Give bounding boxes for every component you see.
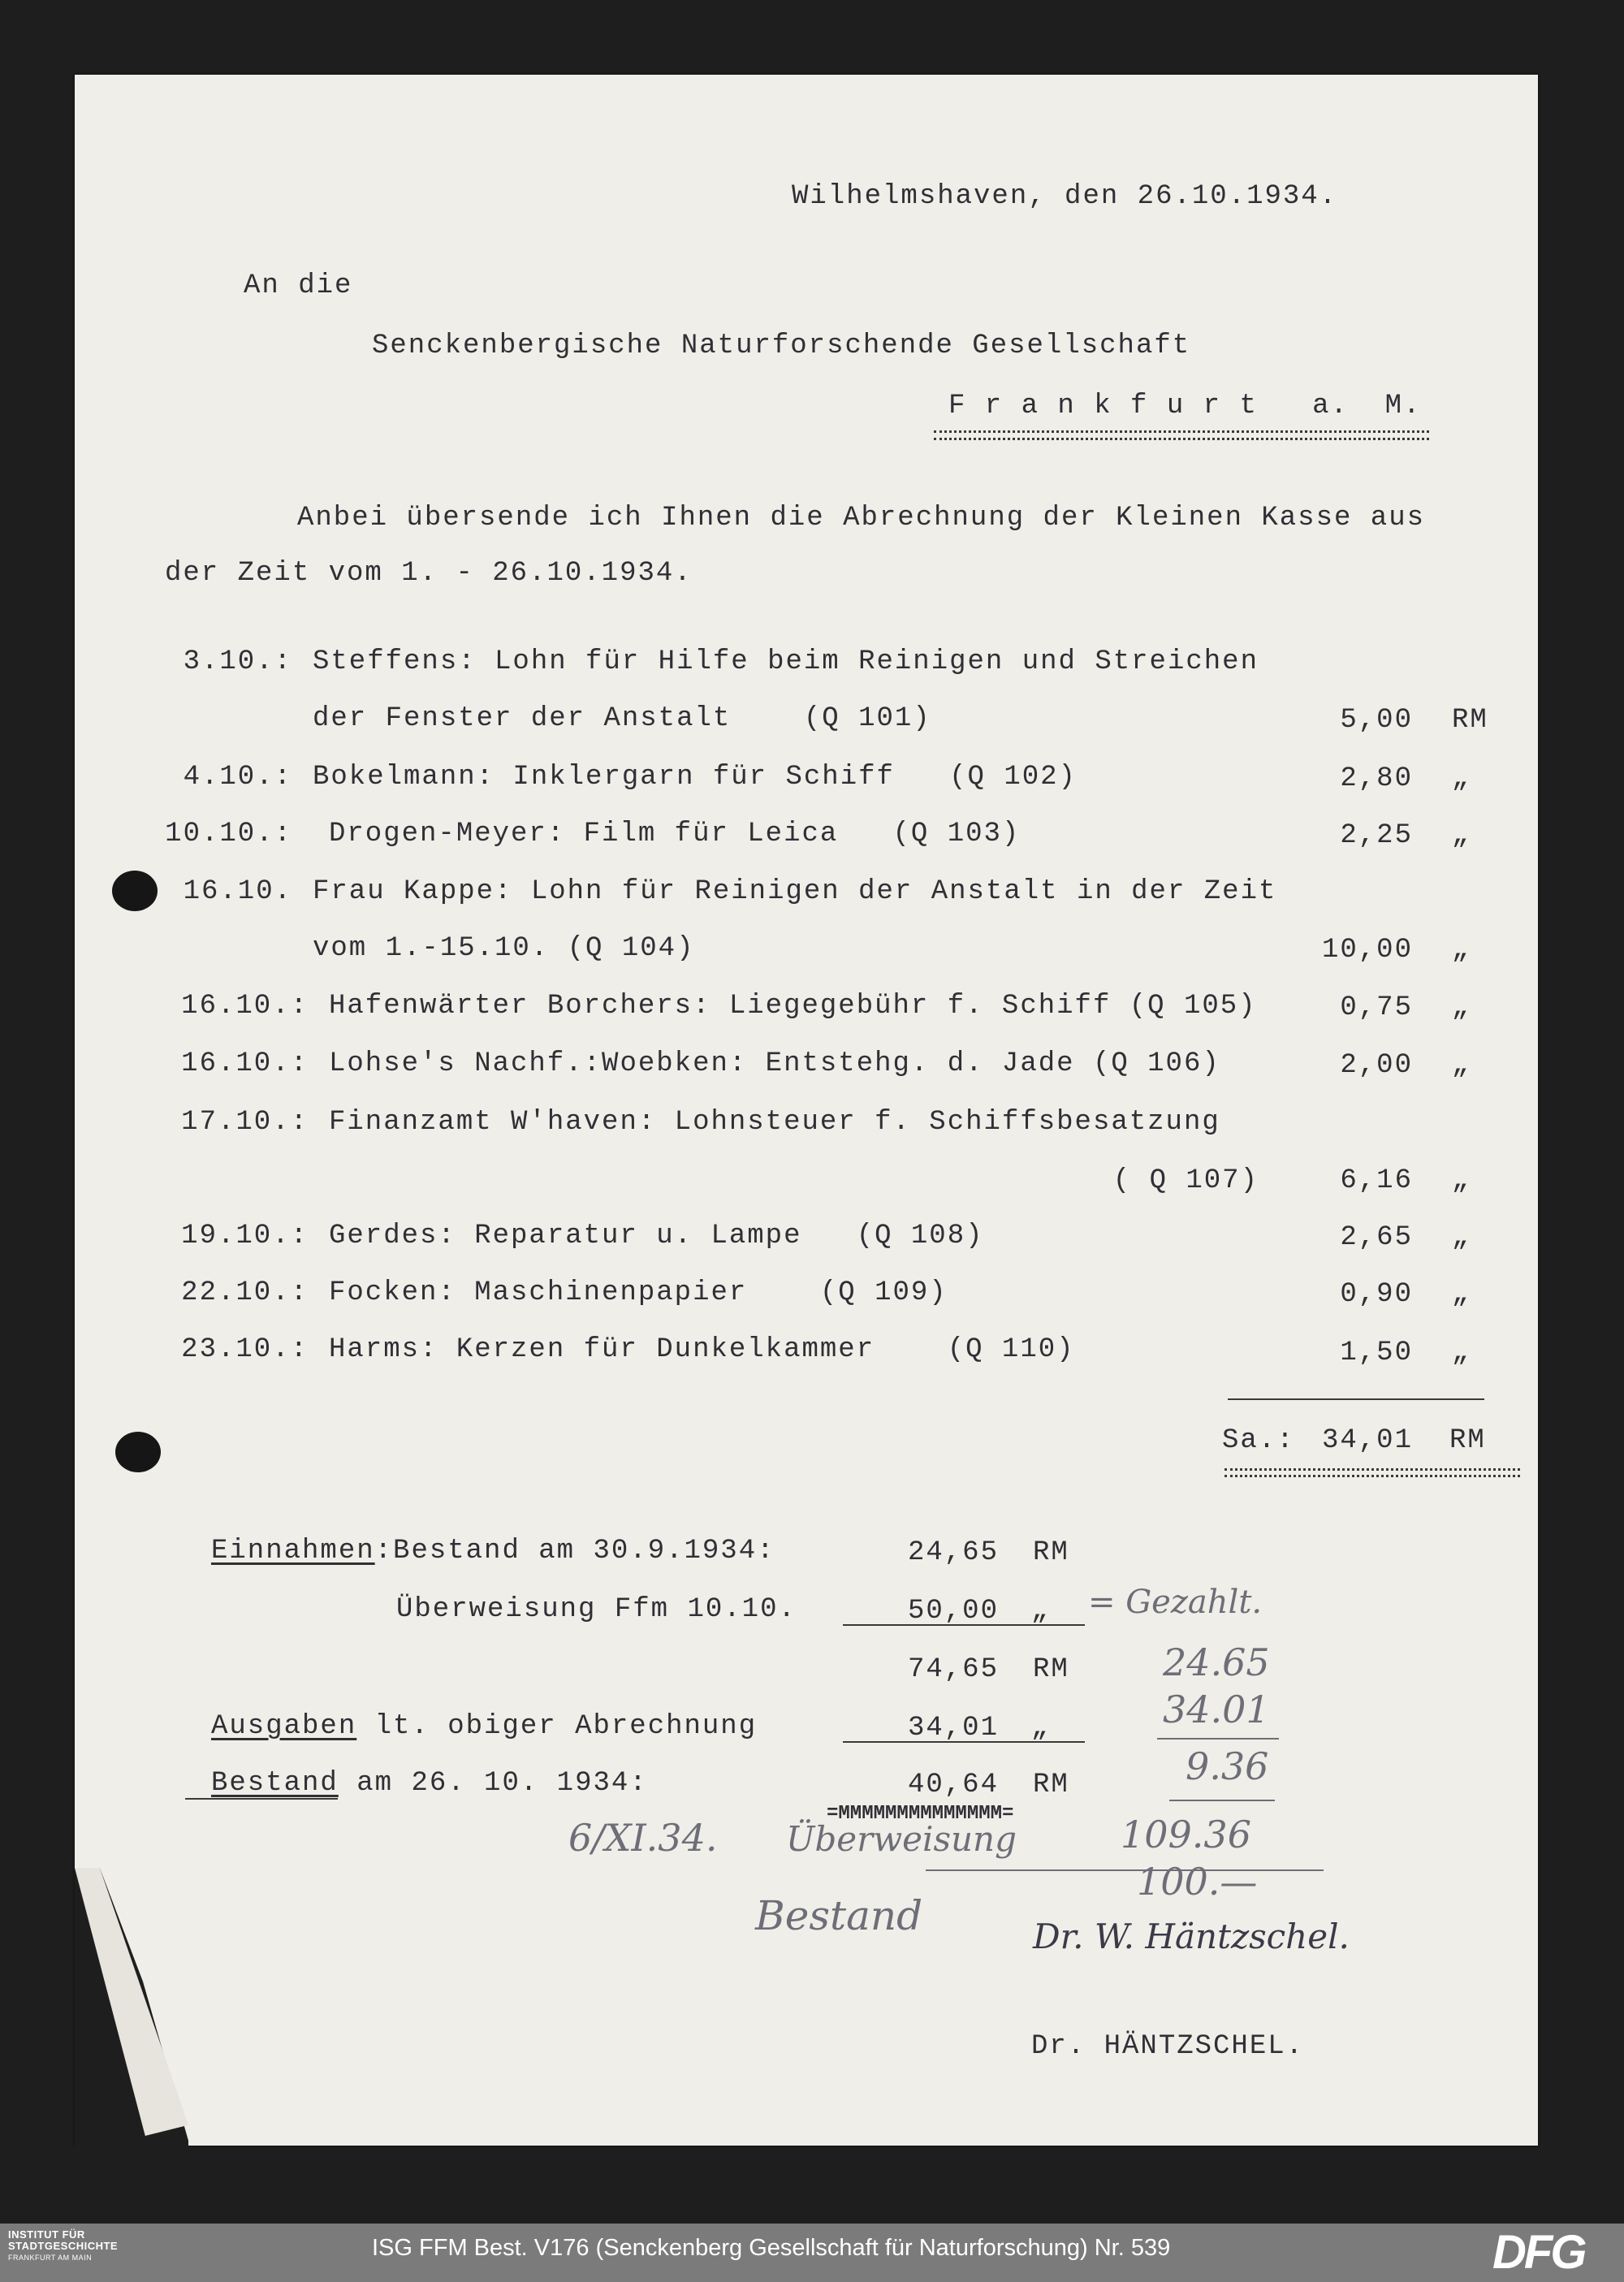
entry-unit: „: [1452, 1050, 1471, 1081]
handwritten-paid-note: = Gezahlt.: [1088, 1584, 1263, 1621]
punch-hole-bottom: [115, 1432, 161, 1472]
entry-amount: 2,80: [1340, 763, 1413, 794]
entry-description: Lohse's Nachf.:Woebken: Entstehg. d. Jade (Q 106): [329, 1048, 1220, 1079]
entry-description: Harms: Kerzen für Dunkelkammer (Q 110): [329, 1334, 1075, 1365]
total-unit: RM: [1449, 1425, 1486, 1456]
institute-logo-line1: INSTITUT FÜR: [8, 2228, 85, 2241]
handwritten-transfer: Überweisung: [786, 1819, 1017, 1859]
entry-unit: „: [1452, 992, 1471, 1023]
entry-description: Bokelmann: Inklergarn für Schiff (Q 102): [313, 762, 1077, 793]
entry-amount: 1,50: [1340, 1338, 1413, 1368]
total-double-underline: [1224, 1468, 1520, 1471]
handwritten-calc-rule-1: [1157, 1738, 1279, 1740]
entry-date: 10.10.:: [165, 819, 292, 849]
entry-description: Drogen-Meyer: Film für Leica (Q 103): [329, 819, 1021, 849]
entry-unit: „: [1452, 820, 1471, 851]
entry-amount: 2,00: [1340, 1050, 1413, 1081]
balance-label: Bestand: [211, 1768, 339, 1799]
entry-date: 16.10.:: [181, 991, 309, 1022]
entry-amount: 10,00: [1321, 935, 1413, 966]
subtotal-amount: 74,65: [907, 1654, 999, 1685]
expenses-amount: 34,01: [907, 1713, 999, 1744]
total-label: Sa.:: [1222, 1425, 1295, 1456]
entry-unit: „: [1452, 763, 1471, 794]
entry-date: 17.10.:: [181, 1107, 309, 1138]
balance-double-rule: =MMMMMMMMMMMMMM=: [827, 1803, 1014, 1825]
recipient-city: F r a n k f u r t a. M.: [948, 391, 1422, 421]
entry-unit: „: [1452, 1338, 1471, 1368]
opening-balance: 24,65: [907, 1537, 999, 1568]
institute-logo-line2: STADTGESCHICHTE: [8, 2240, 119, 2252]
institute-logo-line3: FRANKFURT AM MAIN: [8, 2254, 93, 2262]
expenses-label: Ausgaben: [211, 1711, 357, 1742]
balance-line: [211, 1767, 648, 1800]
income-text: :Bestand am 30.9.1934:: [374, 1536, 775, 1567]
subtotal-unit: RM: [1033, 1654, 1069, 1685]
entry-description-cont: ( Q 107): [1112, 1165, 1259, 1196]
handwritten-calc-1: 24.65: [1163, 1640, 1270, 1684]
entry-unit: „: [1452, 1279, 1471, 1310]
handwritten-calc-3: 9.36: [1186, 1744, 1269, 1788]
transfer-rule: [843, 1624, 1085, 1626]
entry-amount: 2,65: [1340, 1222, 1413, 1253]
entry-unit: „: [1452, 935, 1471, 966]
handwritten-calc-rule-2: [1169, 1800, 1275, 1801]
transfer-text: Überweisung Ffm 10.10.: [396, 1594, 797, 1625]
typed-signature: Dr. HÄNTZSCHEL.: [1031, 2031, 1305, 2062]
entry-description: Gerdes: Reparatur u. Lampe (Q 108): [329, 1221, 984, 1251]
entry-description-cont: vom 1.-15.10. (Q 104): [313, 933, 695, 964]
handwritten-calc-2: 34.01: [1163, 1688, 1270, 1731]
closing-balance-unit: RM: [1033, 1770, 1069, 1800]
entry-unit: RM: [1452, 705, 1488, 736]
balance-label-underline: [185, 1798, 338, 1800]
handwritten-calc-5: 100.—: [1137, 1860, 1258, 1904]
salutation: An die: [244, 270, 353, 301]
expenses-text: lt. obiger Abrechnung: [356, 1711, 758, 1742]
entry-date: 3.10.:: [183, 646, 292, 677]
entry-amount: 6,16: [1340, 1165, 1413, 1196]
opening-balance-unit: RM: [1033, 1537, 1069, 1568]
handwritten-balance: Bestand: [755, 1892, 923, 1939]
entry-date: 19.10.:: [181, 1221, 309, 1251]
punch-hole-top: [112, 871, 158, 911]
intro-line-1: Anbei übersende ich Ihnen die Abrechnung der Kleinen Kasse aus: [297, 503, 1426, 534]
entry-date: 4.10.:: [183, 762, 292, 793]
transfer-unit: „: [1031, 1596, 1050, 1627]
income-label: Einnahmen: [211, 1536, 375, 1567]
archive-caption: ISG FFM Best. V176 (Senckenberg Gesellschaft für Naturforschung) Nr. 539: [372, 2235, 1171, 2261]
entry-unit: „: [1452, 1165, 1471, 1196]
closing-balance: 40,64: [907, 1770, 999, 1800]
entry-description-cont: der Fenster der Anstalt (Q 101): [313, 703, 931, 734]
city-double-underline: [934, 430, 1429, 433]
transfer-amount: 50,00: [907, 1596, 999, 1627]
intro-line-2: der Zeit vom 1. - 26.10.1934.: [165, 558, 693, 589]
balance-text: am 26. 10. 1934:: [338, 1768, 648, 1799]
total-double-underline-2: [1224, 1475, 1520, 1477]
entry-description: Focken: Maschinenpapier (Q 109): [329, 1277, 948, 1308]
dfg-logo: DFG: [1492, 2226, 1585, 2279]
date-line: Wilhelmshaven, den 26.10.1934.: [792, 181, 1338, 212]
entry-amount: 2,25: [1340, 820, 1413, 851]
entry-unit: „: [1452, 1222, 1471, 1253]
entry-date: 23.10.:: [181, 1334, 309, 1365]
total-amount: 34,01: [1321, 1425, 1413, 1456]
city-double-underline-2: [934, 438, 1429, 440]
entry-date: 16.10.:: [181, 1048, 309, 1079]
entry-amount: 0,90: [1340, 1279, 1413, 1310]
expenses-rule: [843, 1741, 1085, 1743]
institute-logo: [8, 2229, 118, 2263]
handwritten-signature: Dr. W. Häntzschel.: [1033, 1917, 1350, 1956]
entry-description: Steffens: Lohn für Hilfe beim Reinigen und Streichen: [313, 646, 1259, 677]
entry-date: 22.10.:: [181, 1277, 309, 1308]
entry-amount: 5,00: [1340, 705, 1413, 736]
entry-description: Hafenwärter Borchers: Liegegebühr f. Schiff (Q 105): [329, 991, 1257, 1022]
entry-date: 16.10.: [183, 876, 292, 907]
total-rule: [1228, 1398, 1484, 1400]
recipient: Senckenbergische Naturforschende Gesellschaft: [372, 331, 1191, 361]
entry-amount: 0,75: [1340, 992, 1413, 1023]
handwritten-calc-4: 109.36: [1121, 1813, 1251, 1856]
expenses-unit: „: [1031, 1713, 1050, 1744]
handwritten-date-note: 6/XI.34.: [568, 1816, 718, 1860]
entry-description: Finanzamt W'haven: Lohnsteuer f. Schiffsbesatzung: [329, 1107, 1220, 1138]
handwritten-long-rule: [926, 1869, 1324, 1871]
income-line: [211, 1535, 775, 1567]
expenses-line: [211, 1710, 757, 1743]
entry-description: Frau Kappe: Lohn für Reinigen der Anstalt in der Zeit: [313, 876, 1277, 907]
